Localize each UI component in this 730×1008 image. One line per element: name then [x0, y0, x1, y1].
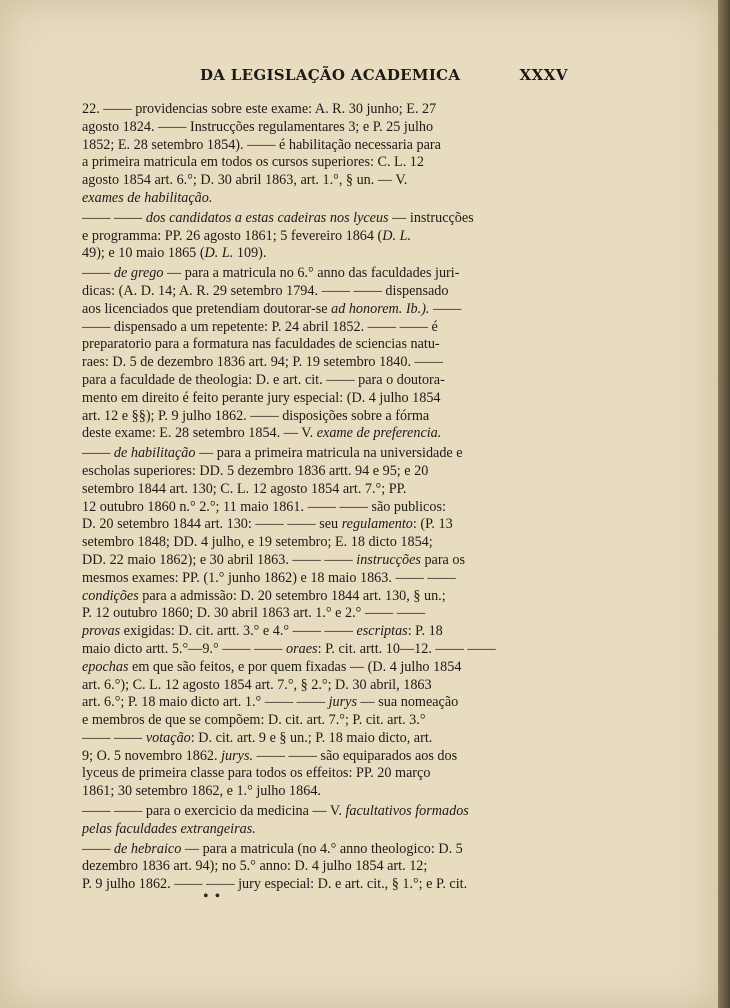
text-line: [82, 516, 562, 534]
text-segment: exigidas: D. cit. artt. 3.° e 4.° —— ——: [120, 623, 357, 640]
italic-text: votação: [145, 729, 191, 746]
text-segment: e membros de que se compõem: D. cit. art. 7.°; P. cit. art. 3.°: [82, 712, 426, 729]
page-number: XXXV: [519, 66, 568, 84]
text-line: [82, 730, 562, 748]
text-segment: 1852; E. 28 setembro 1854). —— é habilitação necessaria para: [82, 136, 441, 153]
text-line: [82, 570, 562, 588]
italic-text: regulamento: [341, 516, 413, 533]
text-line: [82, 821, 562, 839]
italic-text: exames de habilitação.: [82, 189, 213, 206]
footer-marks: • •: [203, 888, 222, 905]
text-segment: mesmos exames: PP. (1.° junho 1862) e 18 maio 1863. —— ——: [82, 569, 456, 586]
text-segment: P. 9 julho 1862. —— —— jury especial: D. e art. cit., § 1.°; e P. cit.: [82, 876, 468, 893]
text-line: [82, 210, 562, 228]
text-segment: aos licenciados que pretendiam doutorar-se: [82, 300, 332, 317]
text-line: [82, 245, 562, 263]
text-segment: escholas superiores: DD. 5 dezembro 1836 artt. 94 e 95; e 20: [82, 462, 429, 479]
text-line: [82, 876, 562, 894]
running-header-title: DA LEGISLAÇÃO ACADEMICA: [200, 66, 461, 84]
text-line: [82, 623, 562, 641]
text-line: [82, 390, 562, 408]
text-line: [82, 336, 562, 354]
text-line: [82, 765, 562, 783]
text-segment: para a admissão: D. 20 setembro 1844 art. 130, § un.;: [138, 587, 446, 604]
italic-text: D. L.: [382, 227, 412, 244]
text-segment: — para a matricula no 6.° anno das faculdades juri-: [163, 265, 460, 282]
text-segment: raes: D. 5 de dezembro 1836 art. 94; P. 19 setembro 1840. ——: [82, 354, 443, 371]
italic-text: escriptas: [356, 623, 408, 640]
text-segment: a primeira matricula em todos os cursos superiores: C. L. 12: [82, 154, 424, 171]
text-line: [82, 534, 562, 552]
italic-text: jurys.: [221, 747, 254, 764]
text-line: [82, 803, 562, 821]
text-line: [82, 408, 562, 426]
text-line: [82, 481, 562, 499]
text-segment: : (P. 13: [412, 516, 453, 533]
text-segment: para a faculdade de theologia: D. e art. cit. —— para o doutora-: [82, 371, 445, 388]
text-segment: P. 12 outubro 1860; D. 30 abril 1863 art. 1.° e 2.° —— ——: [82, 605, 426, 622]
text-line: [82, 605, 562, 623]
text-line: [82, 748, 562, 766]
text-segment: : P. 18: [407, 623, 443, 640]
italic-text: instrucções: [356, 551, 421, 568]
text-segment: art. 6.°; P. 18 maio dicto art. 1.° —— ——: [82, 694, 329, 711]
text-line: [82, 677, 562, 695]
italic-text: de habilitação: [113, 445, 196, 462]
text-segment: DD. 22 maio 1862); e 30 abril 1863. —— ——: [82, 551, 357, 568]
text-segment: agosto 1854 art. 6.°; D. 30 abril 1863, art. 1.°, § un. — V.: [82, 172, 408, 189]
text-segment: preparatorio para a formatura nas faculdades de sciencias natu-: [82, 336, 440, 353]
text-segment: — para a primeira matricula na universidade e: [195, 445, 463, 462]
text-line: [82, 641, 562, 659]
text-line: [82, 154, 562, 172]
text-line: [82, 137, 562, 155]
text-line: [82, 101, 562, 119]
text-line: [82, 694, 562, 712]
italic-text: provas: [82, 623, 121, 640]
text-segment: 22. —— providencias sobre este exame: A. R. 30 junho; E. 27: [82, 101, 437, 117]
text-segment: —— ——: [82, 209, 146, 226]
text-line: [82, 354, 562, 372]
text-segment: art. 6.°); C. L. 12 agosto 1854 art. 7.°, § 2.°; D. 30 abril, 1863: [82, 676, 432, 693]
text-segment: —— ——: [82, 729, 146, 746]
text-line: [82, 319, 562, 337]
text-line: [82, 499, 562, 517]
text-line: [82, 858, 562, 876]
text-line: [82, 301, 562, 319]
italic-text: exame de preferencia.: [316, 425, 442, 442]
text-line: [82, 228, 562, 246]
text-segment: — sua nomeação: [356, 694, 459, 711]
italic-text: jurys: [328, 694, 357, 711]
text-segment: para os: [420, 551, 466, 568]
italic-text: pelas faculdades extrangeiras.: [82, 820, 256, 837]
text-line: [82, 783, 562, 801]
text-segment: agosto 1824. —— Instrucções regulamentares 3; e P. 25 julho: [82, 118, 434, 135]
text-line: [82, 372, 562, 390]
text-segment: : P. cit. artt. 10—12. —— ——: [317, 640, 496, 657]
text-line: [82, 659, 562, 677]
text-segment: mento em direito é feito perante jury especial: (D. 4 julho 1854: [82, 389, 441, 406]
text-segment: : D. cit. art. 9 e § un.; P. 18 maio dicto, art.: [190, 729, 433, 746]
italic-text: epochas: [82, 658, 129, 675]
text-line: [82, 552, 562, 570]
text-segment: ——: [82, 840, 114, 857]
italic-text: de hebraico: [113, 840, 182, 857]
text-segment: 109).: [233, 245, 267, 262]
italic-text: ad honorem. Ib.).: [331, 300, 430, 317]
text-segment: — para a matricula (no 4.° anno theologico: D. 5: [181, 840, 463, 857]
running-header: [82, 66, 568, 88]
italic-text: oraes: [286, 640, 318, 657]
text-line: [82, 712, 562, 730]
text-line: [82, 119, 562, 137]
text-segment: ——: [82, 445, 114, 462]
text-segment: e programma: PP. 26 agosto 1861; 5 fevereiro 1864 (: [82, 227, 383, 244]
text-segment: —— —— para o exercicio da medicina — V.: [82, 803, 346, 820]
body-text: [82, 101, 562, 894]
text-segment: setembro 1844 art. 130; C. L. 12 agosto 1854 art. 7.°; PP.: [82, 480, 407, 497]
text-segment: — instrucções: [388, 209, 474, 226]
text-segment: —— dispensado a um repetente: P. 24 abril 1852. —— —— é: [82, 318, 438, 335]
text-line: [82, 463, 562, 481]
text-segment: dicas: (A. D. 14; A. R. 29 setembro 1794. —— —— dispensado: [82, 282, 449, 299]
page-edge: [718, 0, 730, 1008]
text-line: [82, 172, 562, 190]
text-segment: lyceus de primeira classe para todos os effeitos: PP. 20 março: [82, 765, 431, 782]
text-line: [82, 190, 562, 208]
text-segment: 9; O. 5 novembro 1862.: [82, 747, 222, 764]
text-segment: D. 20 setembro 1844 art. 130: —— —— seu: [82, 516, 342, 533]
text-line: [82, 283, 562, 301]
text-segment: ——: [429, 300, 462, 317]
italic-text: condições: [82, 587, 139, 604]
text-segment: maio dicto artt. 5.°—9.° —— ——: [82, 640, 287, 657]
text-segment: 49); e 10 maio 1865 (: [82, 245, 205, 262]
text-line: [82, 841, 562, 859]
text-line: [82, 265, 562, 283]
text-segment: 12 outubro 1860 n.° 2.°; 11 maio 1861. —— —— são publicos:: [82, 498, 446, 515]
text-line: [82, 425, 562, 443]
text-segment: ——: [82, 265, 114, 282]
text-segment: dezembro 1836 art. 94); no 5.° anno: D. 4 julho 1854 art. 12;: [82, 858, 428, 875]
italic-text: facultativos formados: [345, 803, 469, 820]
text-segment: 1861; 30 setembro 1862, e 1.° julho 1864.: [82, 783, 321, 800]
text-segment: em que são feitos, e por quem fixadas — (D. 4 julho 1854: [128, 658, 462, 675]
italic-text: dos candidatos a estas cadeiras nos lyceus: [145, 209, 389, 226]
text-segment: deste exame: E. 28 setembro 1854. — V.: [82, 425, 317, 442]
italic-text: de grego: [113, 265, 164, 282]
text-segment: —— —— são equiparados aos dos: [253, 747, 458, 764]
italic-text: D. L.: [204, 245, 234, 262]
text-segment: setembro 1848; DD. 4 julho, e 19 setembro; E. 18 dicto 1854;: [82, 534, 433, 551]
text-line: [82, 588, 562, 606]
text-segment: art. 12 e §§); P. 9 julho 1862. —— disposições sobre a fórma: [82, 407, 430, 424]
text-line: [82, 445, 562, 463]
